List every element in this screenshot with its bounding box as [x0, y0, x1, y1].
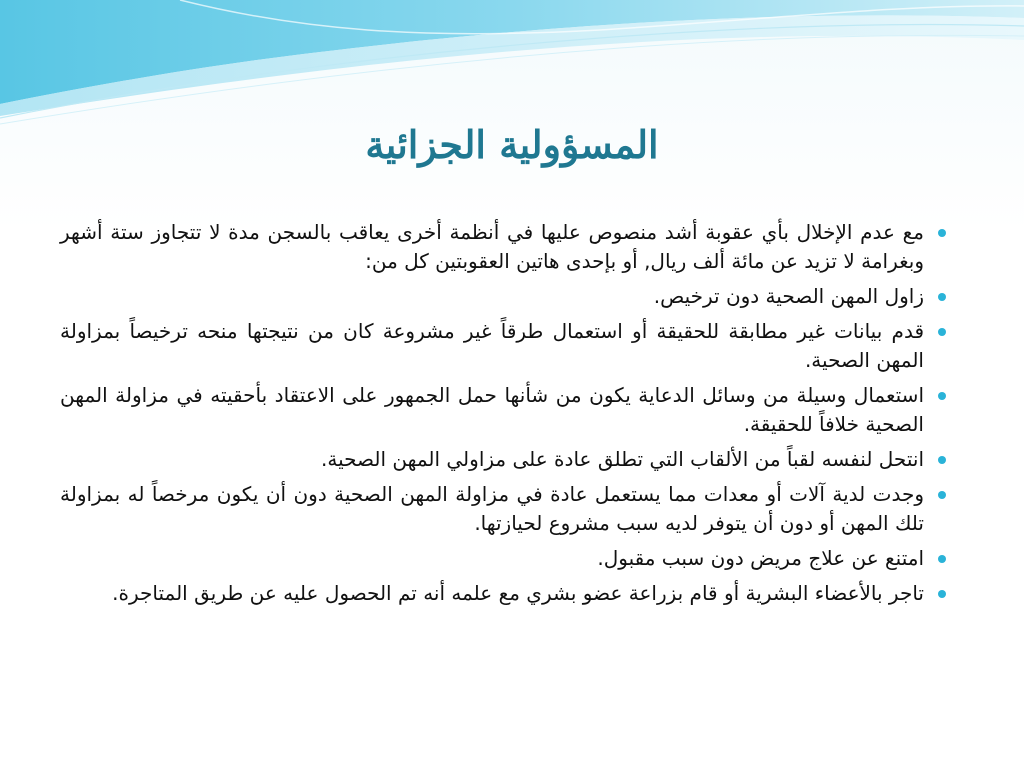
- bullet-dot-icon: [938, 229, 946, 237]
- bullet-dot-icon: [938, 328, 946, 336]
- bullet-item: [60, 218, 948, 276]
- bullet-dot-icon: [938, 590, 946, 598]
- bullet-text: انتحل لنفسه لقباً من الألقاب التي تطلق عادة على مزاولي المهن الصحية.: [321, 447, 924, 471]
- bullet-text: مع عدم الإخلال بأي عقوبة أشد منصوص عليها في أنظمة أخرى يعاقب بالسجن مدة لا تتجاوز ستة أشهر وبغرامة لا تزيد عن مائة ألف ريال, أو بإحدى هاتين العقوبتين كل من:: [60, 220, 924, 273]
- header-wave-decoration: [0, 0, 1024, 130]
- bullet-item: [60, 282, 948, 311]
- bullet-dot-icon: [938, 555, 946, 563]
- bullet-text: تاجر بالأعضاء البشرية أو قام بزراعة عضو بشري مع علمه أنه تم الحصول عليه عن طريق المتاجرة.: [112, 581, 924, 605]
- bullet-item: [60, 579, 948, 608]
- bullet-dot-icon: [938, 491, 946, 499]
- bullet-text: استعمال وسيلة من وسائل الدعاية يكون من شأنها حمل الجمهور على الاعتقاد بأحقيته في مزاولة المهن الصحية خلافاً للحقيقة.: [60, 383, 924, 436]
- bullet-text: امتنع عن علاج مريض دون سبب مقبول.: [597, 546, 924, 570]
- bullet-text: قدم بيانات غير مطابقة للحقيقة أو استعمال طرقاً غير مشروعة كان من نتيجتها منحه ترخيصاً بمزاولة المهن الصحية.: [60, 319, 924, 372]
- bullet-dot-icon: [938, 392, 946, 400]
- bullet-item: [60, 480, 948, 538]
- bullet-item: [60, 381, 948, 439]
- slide-title: المسؤولية الجزائية: [365, 122, 659, 167]
- bullet-dot-icon: [938, 293, 946, 301]
- bullet-text: زاول المهن الصحية دون ترخيص.: [653, 284, 924, 308]
- bullet-text: وجدت لدية آلات أو معدات مما يستعمل عادة في مزاولة المهن الصحية دون أن يكون مرخصاً له بمزاولة تلك المهن أو دون أن يتوفر لديه سبب مشروع لحيازتها.: [60, 482, 924, 535]
- bullet-item: [60, 317, 948, 375]
- bullet-dot-icon: [938, 456, 946, 464]
- bullet-item: [60, 544, 948, 573]
- bullet-item: [60, 445, 948, 474]
- bullet-list: [60, 218, 948, 614]
